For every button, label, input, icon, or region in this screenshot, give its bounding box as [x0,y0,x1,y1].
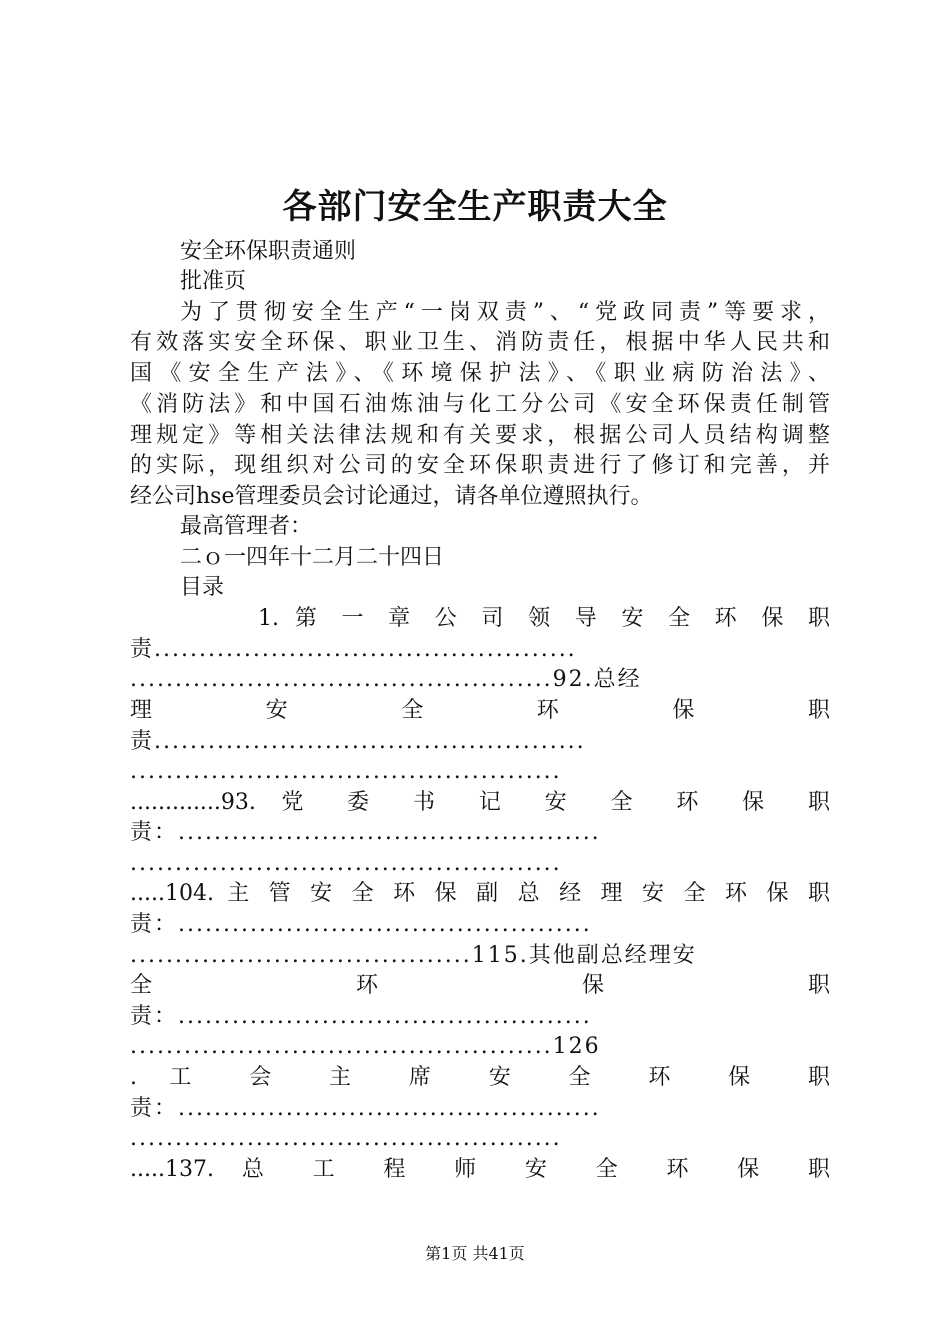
toc-line: 1. 第 一 章 公 司 领 导 安 全 环 保 职 [258,606,830,631]
paragraph-line: 为了贯彻安全生产“一岗双责”、“党政同责”等要求， [180,300,830,325]
paragraph-line: 有效落实安全环保、职业卫生、消防责任，根据中华人民共和 [130,330,830,355]
toc-line: ................................................ [130,1126,562,1151]
paragraph-line: 经公司hse管理委员会讨论通过，请各单位遵照执行。 [130,484,653,509]
toc-line: 责................................................ [130,729,586,754]
toc-line: .....104. 主 管 安 全 环 保 副 总 经 理 安 全 环 保 职 [130,881,830,906]
toc-line: 理 安 全 环 保 职 [130,698,830,723]
toc-line: . 工 会 主 席 安 全 环 保 职 [130,1065,830,1090]
approval-page-label: 批准页 [180,269,247,294]
toc-line: 责：............................................... [130,1096,601,1121]
paragraph-line: 理规定》等相关法律法规和有关要求，根据公司人员结构调整 [130,423,830,448]
toc-line: ................................................ [130,759,562,784]
toc-line: 责............................................... [130,637,577,662]
toc-line: 责：............................................... [130,820,601,845]
top-manager-label: 最高管理者： [180,514,313,539]
date-line: 二ｏ一四年十二月二十四日 [180,545,445,570]
toc-line: .....137. 总 工 程 师 安 全 环 保 职 [130,1157,830,1182]
page-number: 第1页 共41页 [425,1244,525,1263]
paragraph-line: 《消防法》和中国石油炼油与化工分公司《安全环保责任制管 [130,392,830,417]
toc-line: 责：.............................................. [130,912,592,937]
toc-line: 责：.............................................. [130,1004,592,1029]
paragraph-line: 国《安全生产法》、《环境保护法》、《职业病防治法》、 [130,361,830,386]
toc-line: ...............................................92.总经 [130,667,642,692]
toc-line: .............93. 党 委 书 记 安 全 环 保 职 [130,790,830,815]
toc-line: ................................................ [130,851,562,876]
document-title: 各部门安全生产职责大全 [282,187,668,227]
section-heading: 安全环保职责通则 [180,239,357,264]
paragraph-line: 的实际，现组织对公司的安全环保职责进行了修订和完善，并 [130,453,830,478]
toc-line: ......................................115.其他副总经理安 [130,943,697,968]
toc-heading: 目录 [180,575,225,600]
toc-line: ...............................................126 [130,1034,601,1059]
toc-line: 全 环 保 职 [130,973,830,998]
